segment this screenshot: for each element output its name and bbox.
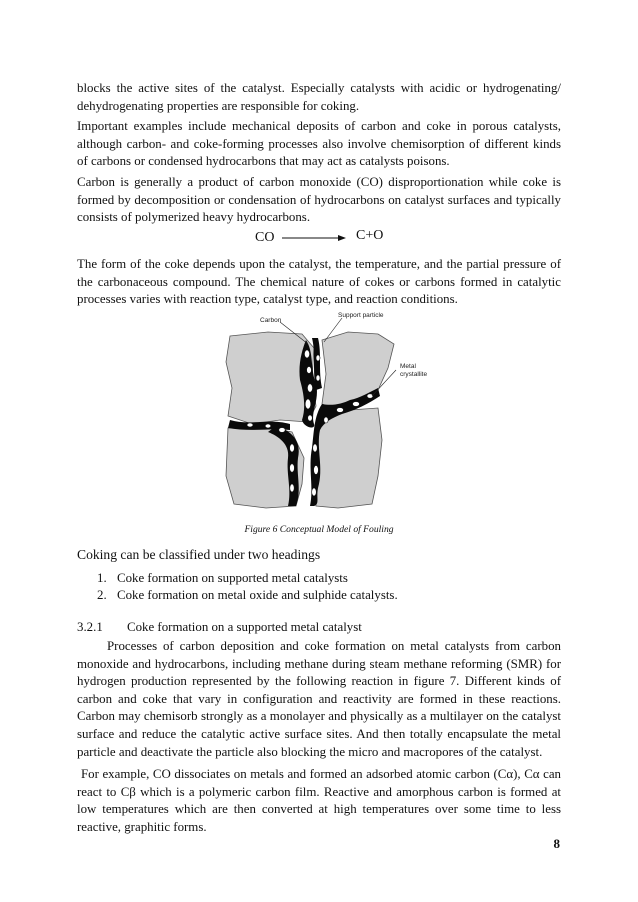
metal-crystallite: [307, 384, 312, 392]
section-title: Coke formation on a supported metal catalyst: [127, 620, 362, 634]
list-text: Coke formation on supported metal catalysts: [117, 571, 348, 585]
label-metal: Metal: [400, 363, 416, 370]
metal-crystallite: [312, 488, 317, 496]
fouling-figure: [210, 308, 435, 518]
metal-crystallite: [308, 415, 313, 421]
coking-list: [97, 570, 398, 604]
figure-caption: Figure 6 Conceptual Model of Fouling: [244, 524, 394, 535]
paragraph-processes: Processes of carbon deposition and coke formation on metal catalysts from carbon monoxide and hydrocarbons, including methane during steam methane reforming (SMR) for hydrogen production represented by the following reaction in figure 7. Different kinds of carbon and coke that vary in configuration and reactivity are formed in these reactions. Carbon may chemisorb strongly as a monolayer and physically as a multilayer on the catalyst surface and reduce the catalytic active surface sites. And then totally encapsulate the metal particle and deactivate the particle also blocking the micro and macropores of the catalyst.: [77, 639, 561, 759]
list-text: Coke formation on metal oxide and sulphide catalysts.: [117, 588, 398, 602]
list-number: 1.: [97, 571, 107, 585]
metal-crystallite: [247, 423, 253, 427]
label-crystallite: crystallite: [400, 371, 428, 378]
coking-intro: Coking can be classified under two headings: [77, 547, 321, 562]
metal-crystallite: [290, 484, 294, 492]
page-number: 8: [553, 836, 560, 851]
metal-crystallite: [265, 424, 271, 428]
equation-product: C+O: [356, 228, 384, 243]
paragraph-coke-form: The form of the coke depends upon the catalyst, the temperature, and the partial pressure of the carbonaceous compound. The chemical nature of cokes or carbons formed in catalytic processes varies with reaction type, catalyst type, and reaction conditions.: [77, 257, 561, 307]
paragraph-example: For example, CO dissociates on metals and formed an adsorbed atomic carbon (Cα), Cα can react to Cβ which is a polymeric carbon film. Reactive and amorphous carbon is formed at low temperatures which are then converted at high temperatures over some time to less reactive, graphitic forms.: [77, 767, 561, 834]
fouling-diagram: [210, 308, 435, 518]
metal-crystallite: [316, 355, 320, 361]
equation-reactant: CO: [255, 230, 275, 245]
paragraph-active-sites: blocks the active sites of the catalyst. Especially catalysts with acidic or hydrogenating/ dehydrogenating properties are responsible for coking.: [77, 81, 561, 113]
metal-crystallite: [305, 399, 311, 409]
list-number: 2.: [97, 588, 107, 602]
metal-crystallite: [337, 408, 344, 413]
metal-crystallite: [290, 464, 295, 472]
label-support-particle: Support particle: [338, 312, 384, 319]
metal-crystallite: [304, 350, 309, 358]
metal-crystallite: [290, 444, 295, 452]
list-item: [97, 570, 398, 587]
section-number: 3.2.1: [77, 620, 103, 634]
section-heading: [77, 620, 362, 635]
metal-crystallite: [313, 444, 318, 452]
label-carbon: Carbon: [260, 317, 282, 324]
list-item: [97, 587, 398, 604]
paragraph-carbon-coke: Carbon is generally a product of carbon monoxide (CO) disproportionation while coke is formed by decomposition or condensation of hydrocarbons on catalyst surfaces and typically consists of polymerized heavy hydrocarbons.: [77, 175, 561, 225]
metal-crystallite: [279, 428, 285, 433]
metal-crystallite: [307, 367, 312, 374]
metal-crystallite: [316, 375, 320, 381]
metal-crystallite: [324, 417, 328, 423]
paragraph-important-examples: Important examples include mechanical deposits of carbon and coke in porous catalysts, although carbon- and coke-forming processes also involve chemisorption of different kinds of carbons or condensed hydrocarbons that may act as catalysts poisons.: [77, 119, 561, 169]
metal-crystallite: [314, 466, 319, 475]
metal-crystallite: [353, 402, 360, 407]
